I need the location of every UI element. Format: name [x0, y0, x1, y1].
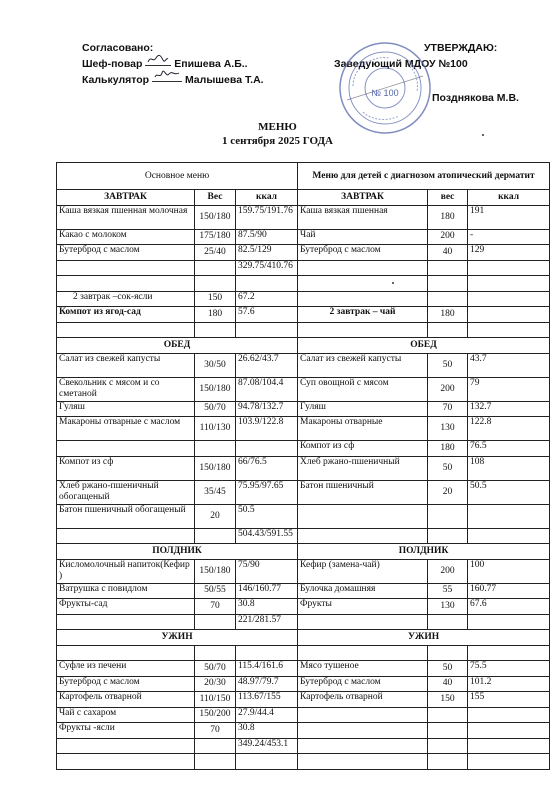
table-row	[57, 401, 550, 417]
table-cell: 50/70	[195, 661, 236, 677]
affirm-label: УТВЕРЖДАЮ:	[424, 42, 498, 54]
table-cell: 40	[428, 245, 468, 261]
table-cell: Чай	[298, 229, 428, 245]
table-cell: 504.43/591.55	[236, 528, 298, 544]
table-row	[57, 692, 550, 708]
table-cell: 155	[468, 692, 550, 708]
table-row	[57, 322, 550, 338]
table-cell: 40	[428, 676, 468, 692]
table-cell: 70	[428, 401, 468, 417]
table-cell: 108	[468, 456, 550, 480]
table-row	[57, 504, 550, 528]
table-cell	[428, 707, 468, 723]
head-name: Позднякова М.В.	[432, 92, 519, 104]
table-row	[57, 528, 550, 544]
table-row	[57, 260, 550, 276]
table-cell	[468, 276, 550, 292]
table-cell	[468, 291, 550, 307]
table-row	[57, 291, 550, 307]
table-cell: 20	[428, 480, 468, 504]
table-cell	[298, 504, 428, 528]
table-cell	[468, 645, 550, 661]
table-cell	[195, 441, 236, 457]
table-cell: 2 завтрак – чай	[298, 307, 428, 323]
table-cell	[57, 260, 195, 276]
table-cell: 48.97/79.7	[236, 676, 298, 692]
table-cell: Вес	[195, 190, 236, 206]
table-cell: 180	[428, 205, 468, 229]
table-cell: 50.5	[468, 480, 550, 504]
table-cell: 221/281.57	[236, 614, 298, 630]
table-row	[57, 456, 550, 480]
table-row	[57, 353, 550, 377]
table-cell: Хлеб ржано-пшеничный	[298, 456, 428, 480]
table-cell: 26.62/43.7	[236, 353, 298, 377]
table-cell: Кефир (замена-чай)	[298, 559, 428, 583]
table-cell	[57, 645, 195, 661]
table-cell: Мясо тушеное	[298, 661, 428, 677]
table-cell: Фрукты-сад	[57, 599, 195, 615]
table-cell: 150	[195, 291, 236, 307]
menu-title: МЕНЮ	[258, 121, 297, 133]
table-cell: Картофель отварной	[298, 692, 428, 708]
table-cell: 150/180	[195, 559, 236, 583]
table-cell: Батон пшеничный	[298, 480, 428, 504]
table-cell	[236, 322, 298, 338]
section-row	[57, 338, 550, 354]
table-cell	[298, 707, 428, 723]
table-row	[57, 307, 550, 323]
table-cell: 27.9/44.4	[236, 707, 298, 723]
table-cell	[195, 260, 236, 276]
table-cell: ПОЛДНИК	[57, 544, 298, 560]
table-cell	[468, 754, 550, 770]
table-cell	[428, 504, 468, 528]
table-cell: Ватрушка с повидлом	[57, 583, 195, 599]
atopic-menu-heading: Меню для детей с диагнозом атопический дерматит	[298, 163, 550, 190]
table-row	[57, 480, 550, 504]
table-cell: 30.8	[236, 723, 298, 739]
table-cell: Суфле из печени	[57, 661, 195, 677]
table-cell: 30.8	[236, 599, 298, 615]
table-cell: Фрукты	[298, 599, 428, 615]
table-row	[57, 583, 550, 599]
chef-signature	[145, 57, 171, 66]
table-cell	[298, 614, 428, 630]
table-cell: 130	[428, 599, 468, 615]
table-cell	[428, 614, 468, 630]
table-cell: 20/30	[195, 676, 236, 692]
table-row	[57, 723, 550, 739]
table-cell: 35/45	[195, 480, 236, 504]
table-cell: 175/180	[195, 229, 236, 245]
table-cell: Какао с молоком	[57, 229, 195, 245]
table-row	[57, 276, 550, 292]
table-cell	[468, 504, 550, 528]
table-cell: 20	[195, 504, 236, 528]
table-cell	[195, 276, 236, 292]
table-cell: Бутерброд с маслом	[298, 245, 428, 261]
table-cell: 110/150	[195, 692, 236, 708]
table-row	[57, 559, 550, 583]
table-cell: ккал	[236, 190, 298, 206]
table-cell	[428, 528, 468, 544]
table-cell: Каша вязкая пшенная	[298, 205, 428, 229]
table-cell: 180	[428, 307, 468, 323]
table-cell: 103.9/122.8	[236, 417, 298, 441]
chef-line	[82, 58, 248, 70]
table-cell	[298, 723, 428, 739]
table-cell: 160.77	[468, 583, 550, 599]
chef-role: Шеф-повар	[82, 58, 143, 70]
table-cell: 349.24/453.1	[236, 738, 298, 754]
table-cell: 180	[195, 307, 236, 323]
table-cell: 67.6	[468, 599, 550, 615]
menu-date: 1 сентября 2025 ГОДА	[221, 135, 333, 147]
table-cell: 79	[468, 377, 550, 401]
table-cell: 150/180	[195, 456, 236, 480]
table-cell	[428, 291, 468, 307]
table-cell: ЗАВТРАК	[298, 190, 428, 206]
table-cell	[468, 528, 550, 544]
table-cell: 94.78/132.7	[236, 401, 298, 417]
section-row	[57, 544, 550, 560]
table-cell: 150/180	[195, 205, 236, 229]
table-cell	[468, 307, 550, 323]
head-role: Заведующий МДОУ №100	[334, 58, 468, 70]
table-cell: 57.6	[236, 307, 298, 323]
table-row	[57, 599, 550, 615]
table-cell: 132.7	[468, 401, 550, 417]
table-row	[57, 661, 550, 677]
table-cell: 50	[428, 661, 468, 677]
speck	[482, 134, 484, 136]
table-cell: Каша вязкая пшенная молочная	[57, 205, 195, 229]
table-cell	[236, 441, 298, 457]
table-cell	[428, 754, 468, 770]
table-cell: Салат из свежей капусты	[298, 353, 428, 377]
section-row	[57, 190, 550, 206]
table-cell	[57, 738, 195, 754]
table-cell	[57, 614, 195, 630]
table-cell: 25/40	[195, 245, 236, 261]
table-cell	[298, 754, 428, 770]
table-cell: Булочка домашняя	[298, 583, 428, 599]
menu-table	[56, 162, 550, 770]
table-cell	[298, 738, 428, 754]
table-cell	[298, 276, 428, 292]
table-cell: 75.5	[468, 661, 550, 677]
table-cell: 70	[195, 723, 236, 739]
calc-name: Малышева Т.А.	[184, 74, 264, 86]
table-cell: 122.8	[468, 417, 550, 441]
table-cell: Компот из сф	[298, 441, 428, 457]
table-cell: Компот из ягод-сад	[57, 307, 195, 323]
table-cell: ОБЕД	[298, 338, 550, 354]
table-cell: Гуляш	[57, 401, 195, 417]
table-cell	[298, 260, 428, 276]
table-cell	[468, 738, 550, 754]
chef-name: Епишева А.Б..	[174, 58, 248, 70]
table-cell: 329.75/410.76	[236, 260, 298, 276]
table-cell: 150/180	[195, 377, 236, 401]
table-cell	[428, 260, 468, 276]
table-cell: Макароны отварные с маслом	[57, 417, 195, 441]
table-cell: Компот из сф	[57, 456, 195, 480]
table-row	[57, 645, 550, 661]
table-cell	[468, 322, 550, 338]
table-cell: 75.95/97.65	[236, 480, 298, 504]
stamp-number: № 100	[371, 88, 399, 98]
table-row	[57, 377, 550, 401]
table-cell	[428, 276, 468, 292]
table-row	[57, 676, 550, 692]
table-cell: 50/70	[195, 401, 236, 417]
table-cell	[236, 645, 298, 661]
table-cell: 200	[428, 229, 468, 245]
table-cell	[428, 738, 468, 754]
section-row	[57, 630, 550, 646]
table-row	[57, 229, 550, 245]
table-cell: 50.5	[236, 504, 298, 528]
table-cell	[57, 754, 195, 770]
table-cell	[236, 754, 298, 770]
table-cell: 191	[468, 205, 550, 229]
table-cell: Хлеб ржано-пшеничный обогащеный	[57, 480, 195, 504]
table-cell: 50/55	[195, 583, 236, 599]
table-row	[57, 614, 550, 630]
table-cell: 50	[428, 353, 468, 377]
main-menu-heading: Основное меню	[57, 163, 298, 190]
table-cell	[468, 707, 550, 723]
table-cell: Кисломолочный напиток(Кефир )	[57, 559, 195, 583]
table-cell	[298, 645, 428, 661]
table-cell: 70	[195, 599, 236, 615]
table-cell: 180	[428, 441, 468, 457]
table-row	[57, 738, 550, 754]
table-cell: Салат из свежей капусты	[57, 353, 195, 377]
table-cell	[428, 645, 468, 661]
table-cell: Бутерброд с маслом	[298, 676, 428, 692]
table-cell: 200	[428, 377, 468, 401]
table-cell: Батон пшеничный обогащеный	[57, 504, 195, 528]
table-cell: 87.5/90	[236, 229, 298, 245]
table-cell: 113.67/155	[236, 692, 298, 708]
menu-table-body	[57, 190, 550, 770]
table-cell: Фрукты -ясли	[57, 723, 195, 739]
table-cell	[195, 754, 236, 770]
table-cell: 110/130	[195, 417, 236, 441]
table-cell: 67.2	[236, 291, 298, 307]
table-cell: УЖИН	[57, 630, 298, 646]
table-cell	[298, 528, 428, 544]
table-row	[57, 754, 550, 770]
table-cell	[195, 322, 236, 338]
table-cell: УЖИН	[298, 630, 550, 646]
table-cell: 50	[428, 456, 468, 480]
table-cell	[468, 614, 550, 630]
table-cell: Бутерброд с маслом	[57, 245, 195, 261]
table-cell: ккал	[468, 190, 550, 206]
table-cell: Суп овощной с мясом	[298, 377, 428, 401]
table-cell	[57, 441, 195, 457]
table-cell	[428, 322, 468, 338]
table-row	[57, 441, 550, 457]
table-cell	[236, 276, 298, 292]
table-cell: 76.5	[468, 441, 550, 457]
table-cell	[195, 738, 236, 754]
table-cell: 146/160.77	[236, 583, 298, 599]
table-cell: 82.5/129	[236, 245, 298, 261]
table-cell: 30/50	[195, 353, 236, 377]
table-cell	[57, 276, 195, 292]
table-cell: ПОЛДНИК	[298, 544, 550, 560]
calc-signature	[152, 73, 182, 82]
table-cell	[57, 528, 195, 544]
table-cell	[195, 614, 236, 630]
table-row	[57, 417, 550, 441]
table-cell: 200	[428, 559, 468, 583]
table-row	[57, 707, 550, 723]
table-cell: Чай с сахаром	[57, 707, 195, 723]
table-cell	[428, 723, 468, 739]
table-cell	[298, 291, 428, 307]
table-cell: Макароны отварные	[298, 417, 428, 441]
table-cell: 115.4/161.6	[236, 661, 298, 677]
table-row	[57, 245, 550, 261]
table-cell: вес	[428, 190, 468, 206]
table-row	[57, 205, 550, 229]
table-cell: Гуляш	[298, 401, 428, 417]
table-header-row	[57, 163, 550, 190]
table-cell: Бутерброд с маслом	[57, 676, 195, 692]
table-cell	[468, 723, 550, 739]
table-cell: ОБЕД	[57, 338, 298, 354]
table-cell: 159.75/191.76	[236, 205, 298, 229]
table-cell	[298, 322, 428, 338]
table-cell: 43.7	[468, 353, 550, 377]
table-cell: 129	[468, 245, 550, 261]
table-cell: 150/200	[195, 707, 236, 723]
table-cell: 2 завтрак –сок-ясли	[57, 291, 195, 307]
table-cell: 87.08/104.4	[236, 377, 298, 401]
table-cell	[195, 528, 236, 544]
table-cell: 75/90	[236, 559, 298, 583]
table-cell: 66/76.5	[236, 456, 298, 480]
table-cell: -	[468, 229, 550, 245]
table-cell: Картофель отварной	[57, 692, 195, 708]
table-cell	[195, 645, 236, 661]
table-cell: 55	[428, 583, 468, 599]
table-cell	[57, 322, 195, 338]
table-cell: ЗАВТРАК	[57, 190, 195, 206]
table-cell: 150	[428, 692, 468, 708]
table-cell: 130	[428, 417, 468, 441]
calc-role: Калькулятор	[82, 74, 150, 86]
approved-label: Согласовано:	[82, 42, 154, 54]
table-cell	[468, 260, 550, 276]
calc-line	[82, 74, 264, 86]
table-cell: 100	[468, 559, 550, 583]
table-cell: Свекольник с мясом и со сметаной	[57, 377, 195, 401]
table-cell: 101.2	[468, 676, 550, 692]
